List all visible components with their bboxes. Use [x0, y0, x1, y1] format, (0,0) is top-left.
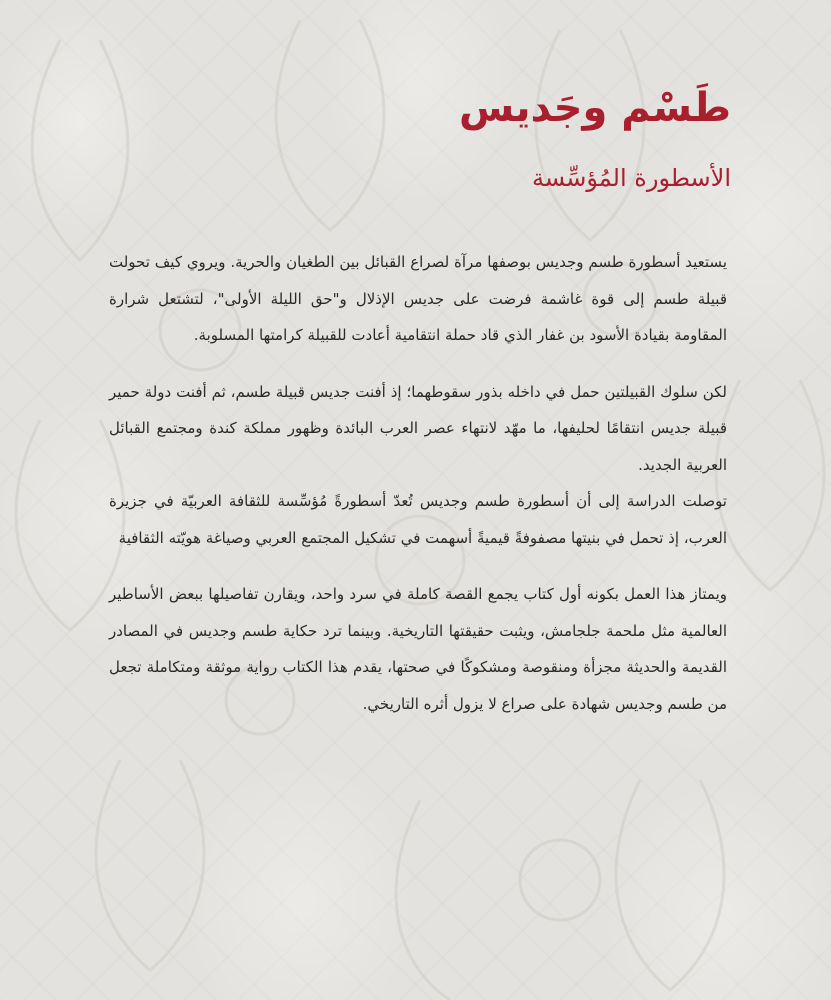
blurb-paragraph-2: لكن سلوك القبيلتين حمل في داخله بذور سقوطهما؛ إذ أفنت جديس قبيلة طسم، ثم أفنت دولة حمير قبيلة جديس انتقامًا لحليفها، ما مهّد لانتهاء عصر العرب البائدة وظهور مملكة كندة ومجتمع القبائل العربية الجديد.: [109, 382, 727, 474]
book-subtitle: الأسطورة المُؤسِّسة: [532, 164, 731, 192]
book-title: طَسْم وجَديس: [458, 85, 731, 131]
blurb-paragraph-3: توصلت الدراسة إلى أن أسطورة طسم وجديس تُعدّ أسطورةً مُؤسِّسة للثقافة العربيّة في جزيرة العرب، إذ تحمل في بنيتها مصفوفةً قيميةً أسهمت في تشكيل المجتمع العربي وصياغة هويّته الثقافية: [109, 492, 727, 547]
blurb-text: [109, 244, 727, 742]
blurb-paragraph-4: ويمتاز هذا العمل بكونه أول كتاب يجمع القصة كاملة في سرد واحد، ويقارن تفاصيلها ببعض الأساطير العالمية مثل ملحمة جلجامش، ويثبت حقيقتها التاريخية. وبينما ترد حكاية طسم وجديس في المصادر القديمة والحديثة مجزأة ومنقوصة ومشكوكًا في صحتها، يقدم هذا الكتاب رواية موثقة ومتكاملة تجعل من طسم وجديس شهادة على صراع لا يزول أثره التاريخي.: [109, 585, 727, 713]
blurb-paragraph-1: يستعيد أسطورة طسم وجديس بوصفها مرآة لصراع القبائل بين الطغيان والحرية. ويروي كيف تحولت قبيلة طسم إلى قوة غاشمة فرضت على جديس الإذلال و"حق الليلة الأولى"، لتشتعل شرارة المقاومة بقيادة الأسود بن غفار الذي قاد حملة انتقامية أعادت للقبيلة كرامتها المسلوبة.: [109, 253, 727, 344]
